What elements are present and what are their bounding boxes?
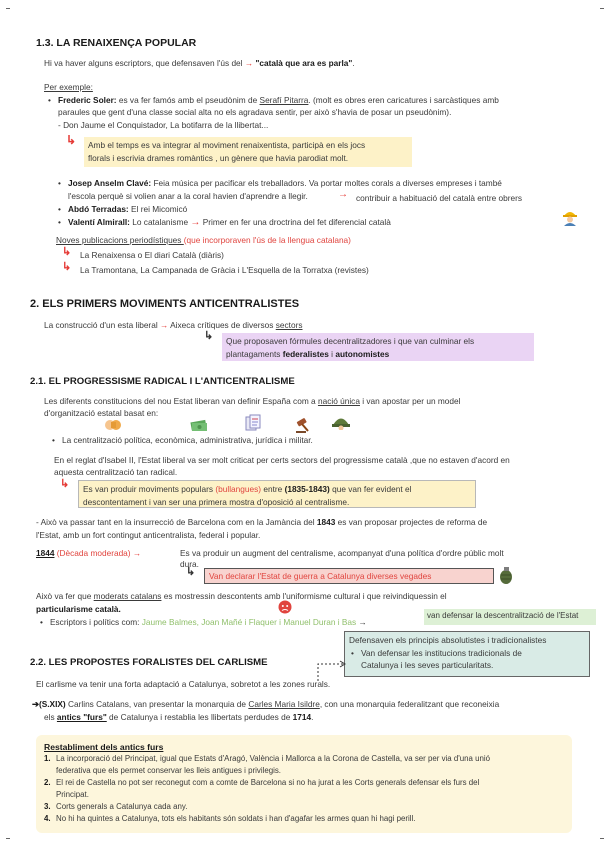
sec21-bullet: • La centralització política, econòmica, administrativa, jurídica i militar. (62, 435, 313, 445)
terradas-name: Abdó Terradas: (68, 204, 129, 214)
restabliment-item (44, 801, 564, 813)
soler-text: . (molt es obres eren caricatures i sarcàstiques amb (308, 95, 499, 105)
arrow-icon: → (159, 320, 169, 330)
p2-text: els (44, 712, 57, 722)
almirall-note: Primer en fer una droctrina del fet diferencial català (202, 217, 391, 227)
box-text: entre (261, 484, 285, 494)
hook-arrow-icon: ↳ (62, 261, 72, 273)
carlisme-green-box (344, 631, 590, 677)
nacio-unica: nació única (317, 396, 360, 406)
restabliment-item (44, 753, 564, 765)
angry-face-icon (278, 600, 292, 614)
gavel-icon (294, 418, 312, 434)
p5-text: Això va fer que (36, 591, 94, 601)
example-label: Per exemple: (44, 82, 93, 92)
documents-icon (244, 414, 262, 432)
p5-text: es mostressin descontents amb l'uniformisme cultural i que reivindiquessin el (161, 591, 447, 601)
sec21-p3-l1 (36, 517, 487, 527)
hook-arrow-icon: ↳ (204, 330, 214, 342)
section-title-2: 2. ELS PRIMERS MOVIMENTS ANTICENTRALISTES (30, 298, 300, 310)
crop-mark (600, 838, 604, 839)
soler-note-box (84, 137, 412, 167)
box-text: Es van produir moviments populars (83, 484, 216, 494)
autonomistes-text: autonomistes (335, 348, 390, 359)
year-1843: 1843 (316, 517, 336, 527)
almirall-text: Lo catalanisme (129, 217, 189, 227)
bullangues-text: (bullangues) (215, 484, 262, 494)
item-number: 3. (44, 802, 51, 811)
p1-text: i van apostar per un model (359, 396, 461, 406)
year-1714: 1714 (292, 712, 312, 722)
sec2-intro: La construcció d'un esta liberal (44, 320, 158, 330)
box-text: i (328, 348, 336, 359)
money-icon (190, 419, 208, 433)
clave-text: l'escola perquè si volien anar a la coral havien d'aprendre a llegir. (68, 191, 308, 201)
press-item-2: La Tramontana, La Campanada de Gràcia i L'Esquella de la Torratxa (revistes) (80, 265, 369, 275)
box-line (83, 483, 471, 496)
furs-text: antics "furs" (56, 712, 107, 722)
section-title-2-2: 2.2. LES PROPOSTES FORALISTES DEL CARLISME (30, 657, 268, 668)
carles-text: Carles Maria Isildre (248, 699, 320, 709)
soler-name: Frederic Soler: (58, 95, 117, 105)
soler-text: es va fer famós amb el pseudònim de (116, 95, 260, 105)
terradas-text: El rei Micomicó (128, 204, 188, 214)
p3-text: es van proposar projectes de reforma de (335, 517, 488, 527)
clave-note: contribuir a habituació del català entre obrers (356, 193, 523, 203)
federalistes-text: federalistes (282, 348, 329, 359)
clave-name: Josep Anselm Clavé: (68, 178, 152, 188)
hook-arrow-icon: ↳ (60, 478, 70, 490)
bullangues-box (78, 480, 476, 508)
terradas-line (68, 204, 187, 214)
box-line: florals i escrivia drames romàntics , un gènere que havia parodiat molt. (88, 152, 349, 163)
hook-arrow-icon: ↳ (62, 246, 72, 258)
moderats-catalans: moderats catalans (93, 591, 162, 601)
sec21-1844-line (36, 548, 141, 558)
worker-icon (562, 208, 578, 226)
sec22-p2-l2 (44, 712, 313, 722)
crop-mark (6, 838, 10, 839)
press-item-1: La Renaixensa o El diari Català (diàris) (80, 250, 224, 260)
sec21-p2-l1: En el reglat d'Isabel II, l'Estat liberal va ser molt criticat per certs sectors del progressisme català ,que no estaven d'acord en (54, 455, 510, 465)
press-line (56, 235, 351, 245)
military-helmet-icon (332, 414, 350, 430)
p2-text: . (311, 712, 314, 722)
p1-text: Les diferents constitucions del nou Estat liberan van definir España com a (44, 396, 318, 406)
box-bullet: • Van defensar les institucions tradicionals de (351, 647, 522, 658)
soler-line-1 (58, 95, 499, 105)
item-text-cont: federativa que els permet conservar les lleis antigues i privilegis. (56, 766, 281, 775)
restabliment-item (44, 777, 564, 789)
descentralitzacio-box (424, 609, 596, 625)
item-number: 1. (44, 754, 51, 763)
soler-pseudonym: Serafí Pitarra (259, 95, 309, 105)
box-line: Defensaven els principis absolutistes i tradicionalistes (349, 635, 547, 645)
hook-arrow-icon: ↳ (186, 566, 196, 578)
p3-text: - Això va passar tant en la insurrecció de Barcelona com en la Jamància del (36, 517, 317, 527)
box-line: Catalunya i les seves particularitats. (361, 660, 494, 670)
sec21-p3-l2: l'Estat, amb un fort contingut anticentralista, federal i popular. (36, 530, 261, 540)
sec22-p2-l1 (32, 699, 499, 709)
sec21-p4-l1: Es va produir un augment del centralisme, acompanyat d'una política d'ordre públic molt (180, 548, 504, 558)
almirall-name: Valentí Almirall: (68, 217, 130, 227)
decada-moderada: (Dècada moderada) (54, 548, 131, 558)
intro-text: Hi va haver alguns escriptors, que defensaven l'ús del (44, 58, 243, 68)
p2-text: Carlins Catalans, van presentar la monarquia de (65, 699, 249, 709)
arrow-icon: → (132, 548, 142, 558)
arrow-icon: → (244, 58, 254, 68)
restabliment-item (44, 813, 564, 825)
sec21-p5-l2: particularisme català. (36, 604, 121, 614)
section-title-2-1: 2.1. EL PROGRESSISME RADICAL I L'ANTICENTRALISME (30, 376, 295, 387)
item-number: 2. (44, 778, 51, 787)
section-title-1-3: 1.3. LA RENAIXENÇA POPULAR (36, 37, 197, 49)
hook-arrow-icon: ↳ (66, 133, 77, 147)
sec21-p2-l2: aquesta centralització tan radical. (54, 467, 178, 477)
item-text-cont: Principat. (56, 790, 89, 799)
handshake-icon (104, 417, 122, 433)
sec21-p1-l2: d'organització estatal basat en: (44, 408, 159, 418)
item-text: No hi ha quintes a Catalunya, tots els habitants són soldats i han d'agafar les armes quan hi hagi perill. (56, 814, 416, 823)
arrow-icon: → (190, 217, 201, 228)
writers-note: van defensar la descentralització de l'Estat (427, 611, 579, 620)
sec21-p5-l1 (36, 591, 447, 601)
box-line: Que proposaven fórmules decentralitzadores i que van culminar els (226, 336, 475, 346)
year-1844: 1844 (36, 548, 55, 558)
item-text: La incorporació del Principat, igual que Estats d'Aragó, València i Mallorca a la Corona de Castella, va ser per via d'una unió (56, 754, 491, 763)
sectors-text: sectors (275, 320, 303, 330)
soler-line-2: paraules que gent d'una classe social alta no els agradava sentir, per això s'havia de posar un pseudònim). (58, 107, 452, 117)
soler-line-3: - Don Jaume el Conquistador, La botifarra de la llibertat... (58, 120, 269, 130)
box-text: que van fer evident el (329, 484, 412, 494)
sec22-p1: El carlisme va tenir una forta adaptació a Catalunya, sobretot a les zones rurals. (36, 679, 331, 689)
box-text: Van defensar les institucions tradicionals de (361, 647, 522, 658)
restabliment-box (36, 735, 572, 833)
box-line (226, 348, 530, 361)
clave-line-1 (68, 178, 502, 188)
crop-mark (6, 8, 10, 9)
crop-mark (600, 8, 604, 9)
box-line: Amb el temps es va integrar al moviment renaixentista, participà en els jocs (88, 140, 366, 150)
item-text: Corts generals a Catalunya cada any. (56, 802, 188, 811)
sec21-p1-l1 (44, 396, 461, 406)
item-text: El rei de Castella no pot ser reconegut com a comte de Barcelona si no ha jurat a les Corts generals defensar els furs del (56, 778, 480, 787)
sec2-intro-line (44, 320, 303, 330)
bold-arrow-icon: ➔ (32, 699, 39, 709)
grenade-icon (498, 565, 514, 585)
clave-line-2 (68, 191, 308, 201)
press-label: Noves publicacions periodístiques (56, 235, 184, 245)
box-text: plantagaments (226, 348, 283, 359)
years-text: (1835-1843) (284, 484, 330, 494)
writers-line (50, 617, 367, 627)
sec21-p4-l2: dura. (180, 559, 199, 569)
press-note: (que incorporaven l'ús de la llengua catalana) (183, 235, 351, 245)
box-line: descontentament i van ser una primera mostra d'oposició al centralisme. (83, 496, 350, 507)
arrow-icon: → (338, 189, 348, 200)
writers-names: Jaume Balmes, Joan Mañé i Flaquer i Manuel Duran i Bas (141, 617, 357, 627)
p2-text: de Catalunya i restablia les llibertats perdudes de (106, 712, 293, 722)
almirall-line (68, 217, 391, 228)
clave-text: Feia música per pacificar els treballadors. Va portar moltes corals a diverses empreses i també (151, 178, 502, 188)
restabliment-title: Restabliment dels antics furs (44, 742, 164, 752)
sxix-text: (S.XIX) (38, 699, 66, 709)
guerra-box (204, 568, 494, 584)
sec2-aixeca: Aixeca crítiques de diversos (170, 320, 276, 330)
restabliment-list (44, 753, 564, 825)
arrow-icon: → (358, 617, 367, 627)
guerra-text: Van declarar l'Estat de guerra a Catalunya diverses vegades (209, 571, 432, 581)
sec2-purple-box (222, 333, 534, 361)
item-number: 4. (44, 814, 51, 823)
quote-text: "català que ara es parla" (255, 58, 353, 68)
p2-text: , con una monarquia federalitzant que reconeixia (319, 699, 500, 709)
intro-line: Hi va haver alguns escriptors, que defensaven l'ús del → "català que ara es parla". (44, 58, 355, 68)
writers-label: Escriptors i polítics com: (50, 617, 142, 627)
